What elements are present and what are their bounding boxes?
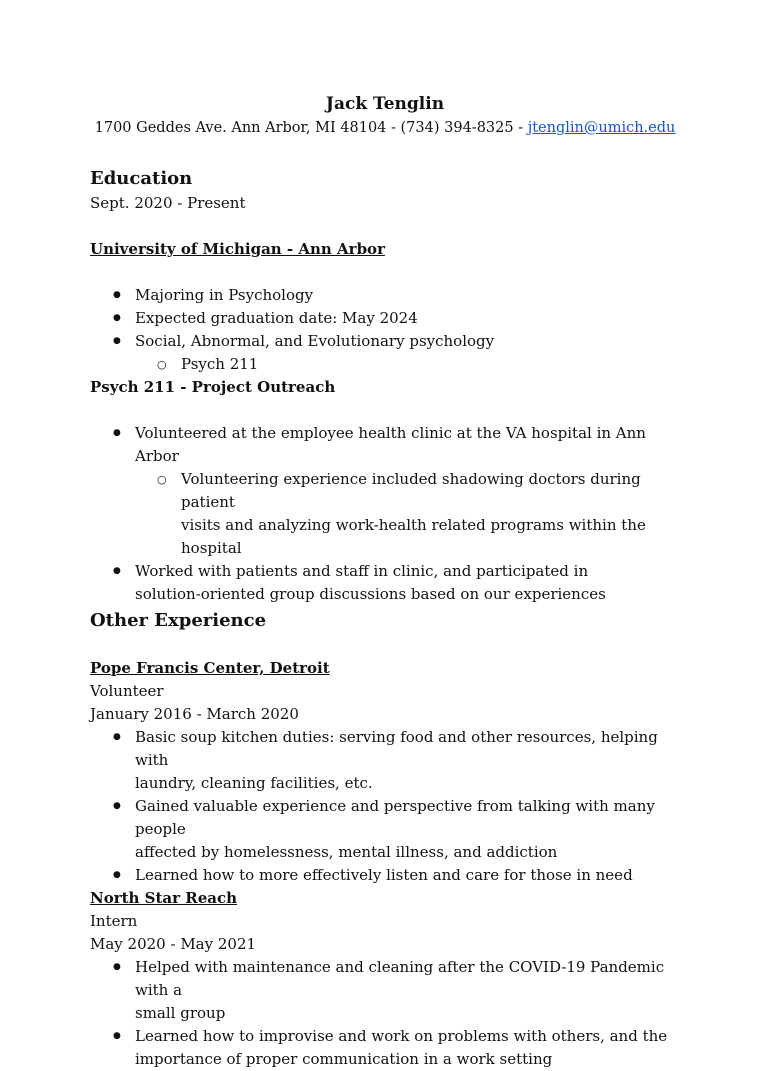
experience-heading: Other Experience (90, 610, 267, 631)
list-item (90, 795, 680, 864)
job-bullets (90, 956, 680, 1071)
project-bullets (90, 422, 680, 606)
spacer (90, 261, 680, 284)
list-subitem-line: Volunteering experience included shadowing doctors during patient (181, 470, 641, 511)
contact-line (60, 117, 710, 140)
education-date: Sept. 2020 - Present (90, 194, 246, 212)
spacer (90, 634, 680, 657)
spacer (90, 399, 680, 422)
list-item: ● Expected graduation date: May 2024 (90, 307, 680, 330)
list-item-line: Basic soup kitchen duties: serving food and other resources, helping with (135, 728, 658, 769)
list-item: ● Volunteered at the employee health clinic at the VA hospital in Ann Arbor (90, 422, 680, 468)
list-item: ● Majoring in Psychology (90, 284, 680, 307)
contact-address-phone: 1700 Geddes Ave. Ann Arbor, MI 48104 - (734) 394-8325 - (94, 120, 528, 136)
job-entry (90, 887, 680, 1071)
list-item-line: Helped with maintenance and cleaning after the COVID-19 Pandemic with a (135, 958, 665, 999)
list-item-line: importance of proper communication in a work setting (135, 1050, 553, 1068)
list-item-line: solution-oriented group discussions based on our experiences (135, 585, 606, 603)
education-heading: Education (90, 168, 193, 189)
job-bullets (90, 726, 680, 887)
project-title: Psych 211 - Project Outreach (90, 378, 336, 396)
job-entry (90, 657, 680, 887)
resume-page (90, 91, 680, 1071)
list-item (90, 726, 680, 795)
resume-name: Jack Tenglin (325, 94, 445, 114)
job-role: Intern (90, 912, 138, 930)
list-subitem (90, 468, 680, 560)
education-bullets (90, 284, 680, 376)
spacer (90, 215, 680, 238)
school-name: University of Michigan - Ann Arbor (90, 240, 385, 258)
list-item-line: small group (135, 1004, 226, 1022)
list-item-line: laundry, cleaning facilities, etc. (135, 774, 373, 792)
list-subitem: ○ Psych 211 (90, 353, 680, 376)
job-org: Pope Francis Center, Detroit (90, 659, 330, 677)
list-item (90, 956, 680, 1025)
job-org: North Star Reach (90, 889, 238, 907)
job-dates: May 2020 - May 2021 (90, 935, 257, 953)
job-role: Volunteer (90, 682, 164, 700)
list-item-line: affected by homelessness, mental illness, and addiction (135, 843, 558, 861)
list-subitem-line: visits and analyzing work-health related programs within the hospital (181, 516, 646, 557)
list-item-line: Gained valuable experience and perspective from talking with many people (135, 797, 655, 838)
email-link[interactable]: jtenglin@umich.edu (527, 120, 676, 136)
list-item: ● Learned how to more effectively listen and care for those in need (90, 864, 680, 887)
list-item (90, 1025, 680, 1071)
list-item: ● Social, Abnormal, and Evolutionary psychology (90, 330, 680, 353)
list-item-line: Worked with patients and staff in clinic, and participated in (135, 562, 589, 580)
list-item-line: Learned how to improvise and work on problems with others, and the (135, 1027, 668, 1045)
list-item (90, 560, 680, 606)
job-dates: January 2016 - March 2020 (90, 705, 299, 723)
